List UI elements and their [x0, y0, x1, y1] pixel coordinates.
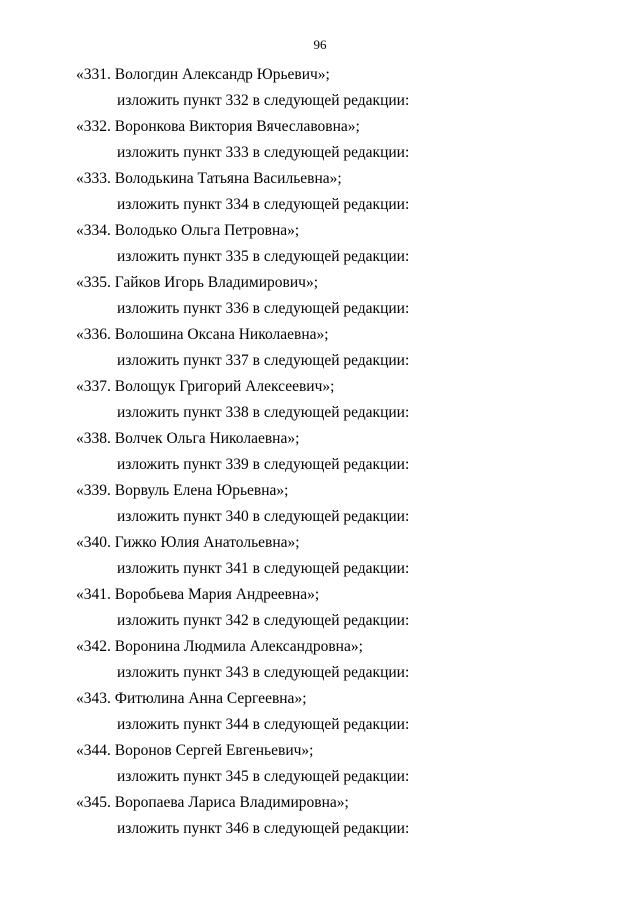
entry-name: «345. Воропаева Лариса Владимировна»;	[76, 794, 349, 811]
amendment-list	[0, 66, 640, 846]
list-item	[0, 222, 640, 274]
entry-name: «339. Ворвуль Елена Юрьевна»;	[76, 482, 289, 499]
list-item	[0, 586, 640, 638]
entry-instruction: изложить пункт 333 в следующей редакции:	[117, 144, 410, 161]
entry-instruction: изложить пункт 336 в следующей редакции:	[117, 300, 410, 317]
list-item	[0, 118, 640, 170]
entry-instruction: изложить пункт 339 в следующей редакции:	[117, 456, 410, 473]
entry-name: «338. Волчек Ольга Николаевна»;	[76, 430, 300, 447]
entry-instruction: изложить пункт 341 в следующей редакции:	[117, 560, 410, 577]
entry-name: «335. Гайков Игорь Владимирович»;	[76, 274, 318, 291]
entry-instruction: изложить пункт 346 в следующей редакции:	[117, 820, 410, 837]
list-item	[0, 482, 640, 534]
entry-name: «332. Воронкова Виктория Вячеславовна»;	[76, 118, 360, 135]
list-item	[0, 274, 640, 326]
entry-name: «331. Вологдин Александр Юрьевич»;	[76, 66, 330, 83]
entry-name: «333. Володькина Татьяна Васильевна»;	[76, 170, 342, 187]
entry-instruction: изложить пункт 335 в следующей редакции:	[117, 248, 410, 265]
entry-instruction: изложить пункт 332 в следующей редакции:	[117, 92, 410, 109]
entry-instruction: изложить пункт 343 в следующей редакции:	[117, 664, 410, 681]
list-item	[0, 66, 640, 118]
list-item	[0, 430, 640, 482]
entry-instruction: изложить пункт 340 в следующей редакции:	[117, 508, 410, 525]
page-number: 96	[313, 37, 327, 52]
list-item	[0, 742, 640, 794]
entry-instruction: изложить пункт 334 в следующей редакции:	[117, 196, 410, 213]
list-item	[0, 690, 640, 742]
entry-name: «341. Воробьева Мария Андреевна»;	[76, 586, 320, 603]
entry-name: «336. Волошина Оксана Николаевна»;	[76, 326, 329, 343]
entry-instruction: изложить пункт 345 в следующей редакции:	[117, 768, 410, 785]
list-item	[0, 378, 640, 430]
entry-name: «334. Володько Ольга Петровна»;	[76, 222, 300, 239]
entry-instruction: изложить пункт 337 в следующей редакции:	[117, 352, 410, 369]
entry-instruction: изложить пункт 342 в следующей редакции:	[117, 612, 410, 629]
list-item	[0, 170, 640, 222]
entry-name: «344. Воронов Сергей Евгеньевич»;	[76, 742, 314, 759]
entry-name: «340. Гижко Юлия Анатольевна»;	[76, 534, 300, 551]
entry-instruction: изложить пункт 344 в следующей редакции:	[117, 716, 410, 733]
entry-name: «343. Фитюлина Анна Сергеевна»;	[76, 690, 307, 707]
entry-name: «337. Волощук Григорий Алексеевич»;	[76, 378, 335, 395]
entry-name: «342. Воронина Людмила Александровна»;	[76, 638, 363, 655]
list-item	[0, 638, 640, 690]
list-item	[0, 326, 640, 378]
entry-instruction: изложить пункт 338 в следующей редакции:	[117, 404, 410, 421]
list-item	[0, 794, 640, 846]
list-item	[0, 534, 640, 586]
